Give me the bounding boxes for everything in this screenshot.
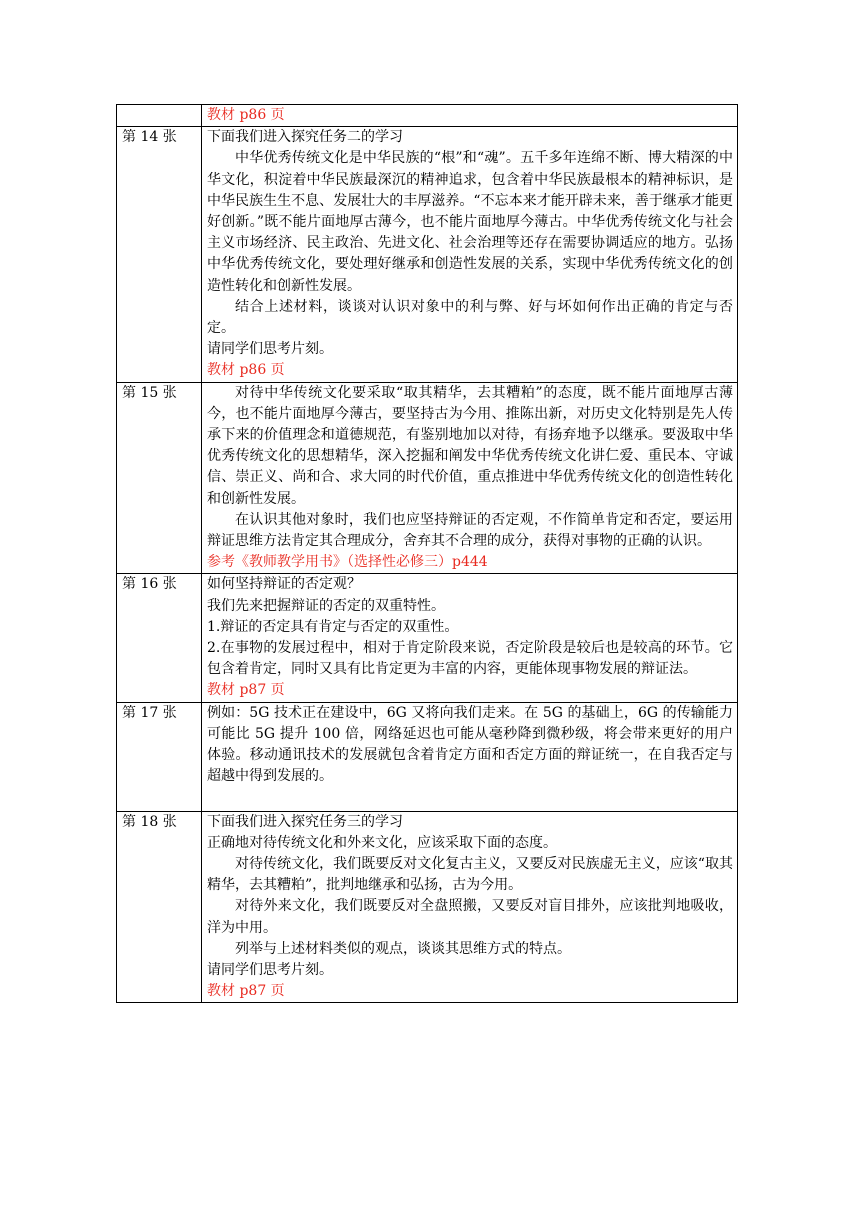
table-row [117,127,738,382]
slide-number-cell: 第 16 张 [117,574,202,702]
textbook-reference: 教材 p87 页 [207,682,285,699]
think-prompt: 请同学们思考片刻。 [207,341,333,358]
table-row [117,811,738,1003]
text-line: 正确地对待传统文化和外来文化，应该采取下面的态度。 [207,834,557,851]
slide-number-cell: 第 18 张 [117,811,202,1003]
question-paragraph: 列举与上述材料类似的观点，谈谈其思维方式的特点。 [235,940,571,957]
slide-content-cell [202,811,738,1003]
textbook-reference: 教材 p86 页 [207,362,285,379]
material-paragraph: 中华优秀传统文化是中华民族的“根”和“魂”。五千多年连绵不断、博大精深的中华文化，积淀着中华民族最深沉的精神追求，包含着中华民族最根本的精神标识，是中华民族生生不息、发展壮大的丰厚滋养。“不忘本来才能开辟未来，善于继承才能更好创新。”既不能片面地厚古薄今，也不能片面地厚今薄古。中华优秀传统文化与社会主义市场经济、民主政治、先进文化、社会治理等还存在需要协调适应的地方。弘扬中华优秀传统文化，要处理好继承和创造性发展的关系，实现中华优秀传统文化的创造性转化和创新性发展。 [207,150,733,294]
slide-content-cell [202,382,738,574]
material-paragraph: 在认识其他对象时，我们也应坚持辩证的否定观，不作简单肯定和否定，要运用辩证思维方法肯定其合理成分，舍弃其不合理的成分，获得对事物的正确的认识。 [207,511,733,550]
question-paragraph: 结合上述材料，谈谈对认识对象中的利与弊、好与坏如何作出正确的肯定与否定。 [207,298,733,337]
question-line: 如何坚持辩证的否定观？ [207,576,361,593]
textbook-reference: 教材 p87 页 [207,983,285,1000]
slide-number-cell: 第 17 张 [117,702,202,811]
table-row [117,105,738,127]
task-intro: 下面我们进入探究任务二的学习 [207,129,403,146]
material-paragraph: 对待传统文化，我们既要反对文化复古主义，又要反对民族虚无主义，应该“取其精华，去其糟粕”，批判地继承和弘扬，古为今用。 [207,855,733,894]
slide-number-cell: 第 14 张 [117,127,202,382]
slide-number-cell [117,105,202,127]
table-row [117,702,738,811]
table-row [117,382,738,574]
material-paragraph: 对待外来文化，我们既要反对全盘照搬，又要反对盲目排外，应该批判地吸收，洋为中用。 [207,898,733,936]
example-paragraph: 例如：5G 技术正在建设中，6G 又将向我们走来。在 5G 的基础上，6G 的传输能力可能比 5G 提升 100 倍，网络延迟也可能从毫秒降到微秒级，将会带来更好的用户体验。移动通讯技术的发展就包含着肯定方面和否定方面的辩证统一，在自我否定与超越中得到发展的。 [207,704,733,785]
think-prompt: 请同学们思考片刻。 [207,961,333,978]
slide-content-cell [202,105,738,127]
text-line: 我们先来把握辩证的否定的双重特性。 [207,597,445,614]
point-1: 1.辩证的否定具有肯定与否定的双重性。 [207,618,459,635]
slide-content-cell [202,127,738,382]
material-paragraph: 对待中华传统文化要采取“取其精华，去其糟粕”的态度，既不能片面地厚古薄今，也不能片面地厚今薄古，要坚持古为今用、推陈出新，对历史文化特别是先人传承下来的价值理念和道德规范，有鉴别地加以对待，有扬弃地予以继承。要汲取中华优秀传统文化的思想精华，深入挖掘和阐发中华优秀传统文化讲仁爱、重民本、守诚信、崇正义、尚和合、求大同的时代价值，重点推进中华优秀传统文化的创造性转化和创新性发展。 [207,384,733,507]
slide-content-cell [202,574,738,702]
point-2: 2.在事物的发展过程中，相对于肯定阶段来说，否定阶段是较后也是较高的环节。它包含着肯定，同时又具有比肯定更为丰富的内容，更能体现事物发展的辩证法。 [207,640,733,678]
textbook-reference: 教材 p86 页 [207,107,285,123]
slide-number-cell: 第 15 张 [117,382,202,574]
slide-content-cell [202,702,738,811]
task-intro: 下面我们进入探究任务三的学习 [207,813,403,830]
teacher-book-reference: 参考《教师教学用书》（选择性必修三）p444 [207,554,488,571]
slides-table [116,104,738,1003]
table-row [117,574,738,702]
